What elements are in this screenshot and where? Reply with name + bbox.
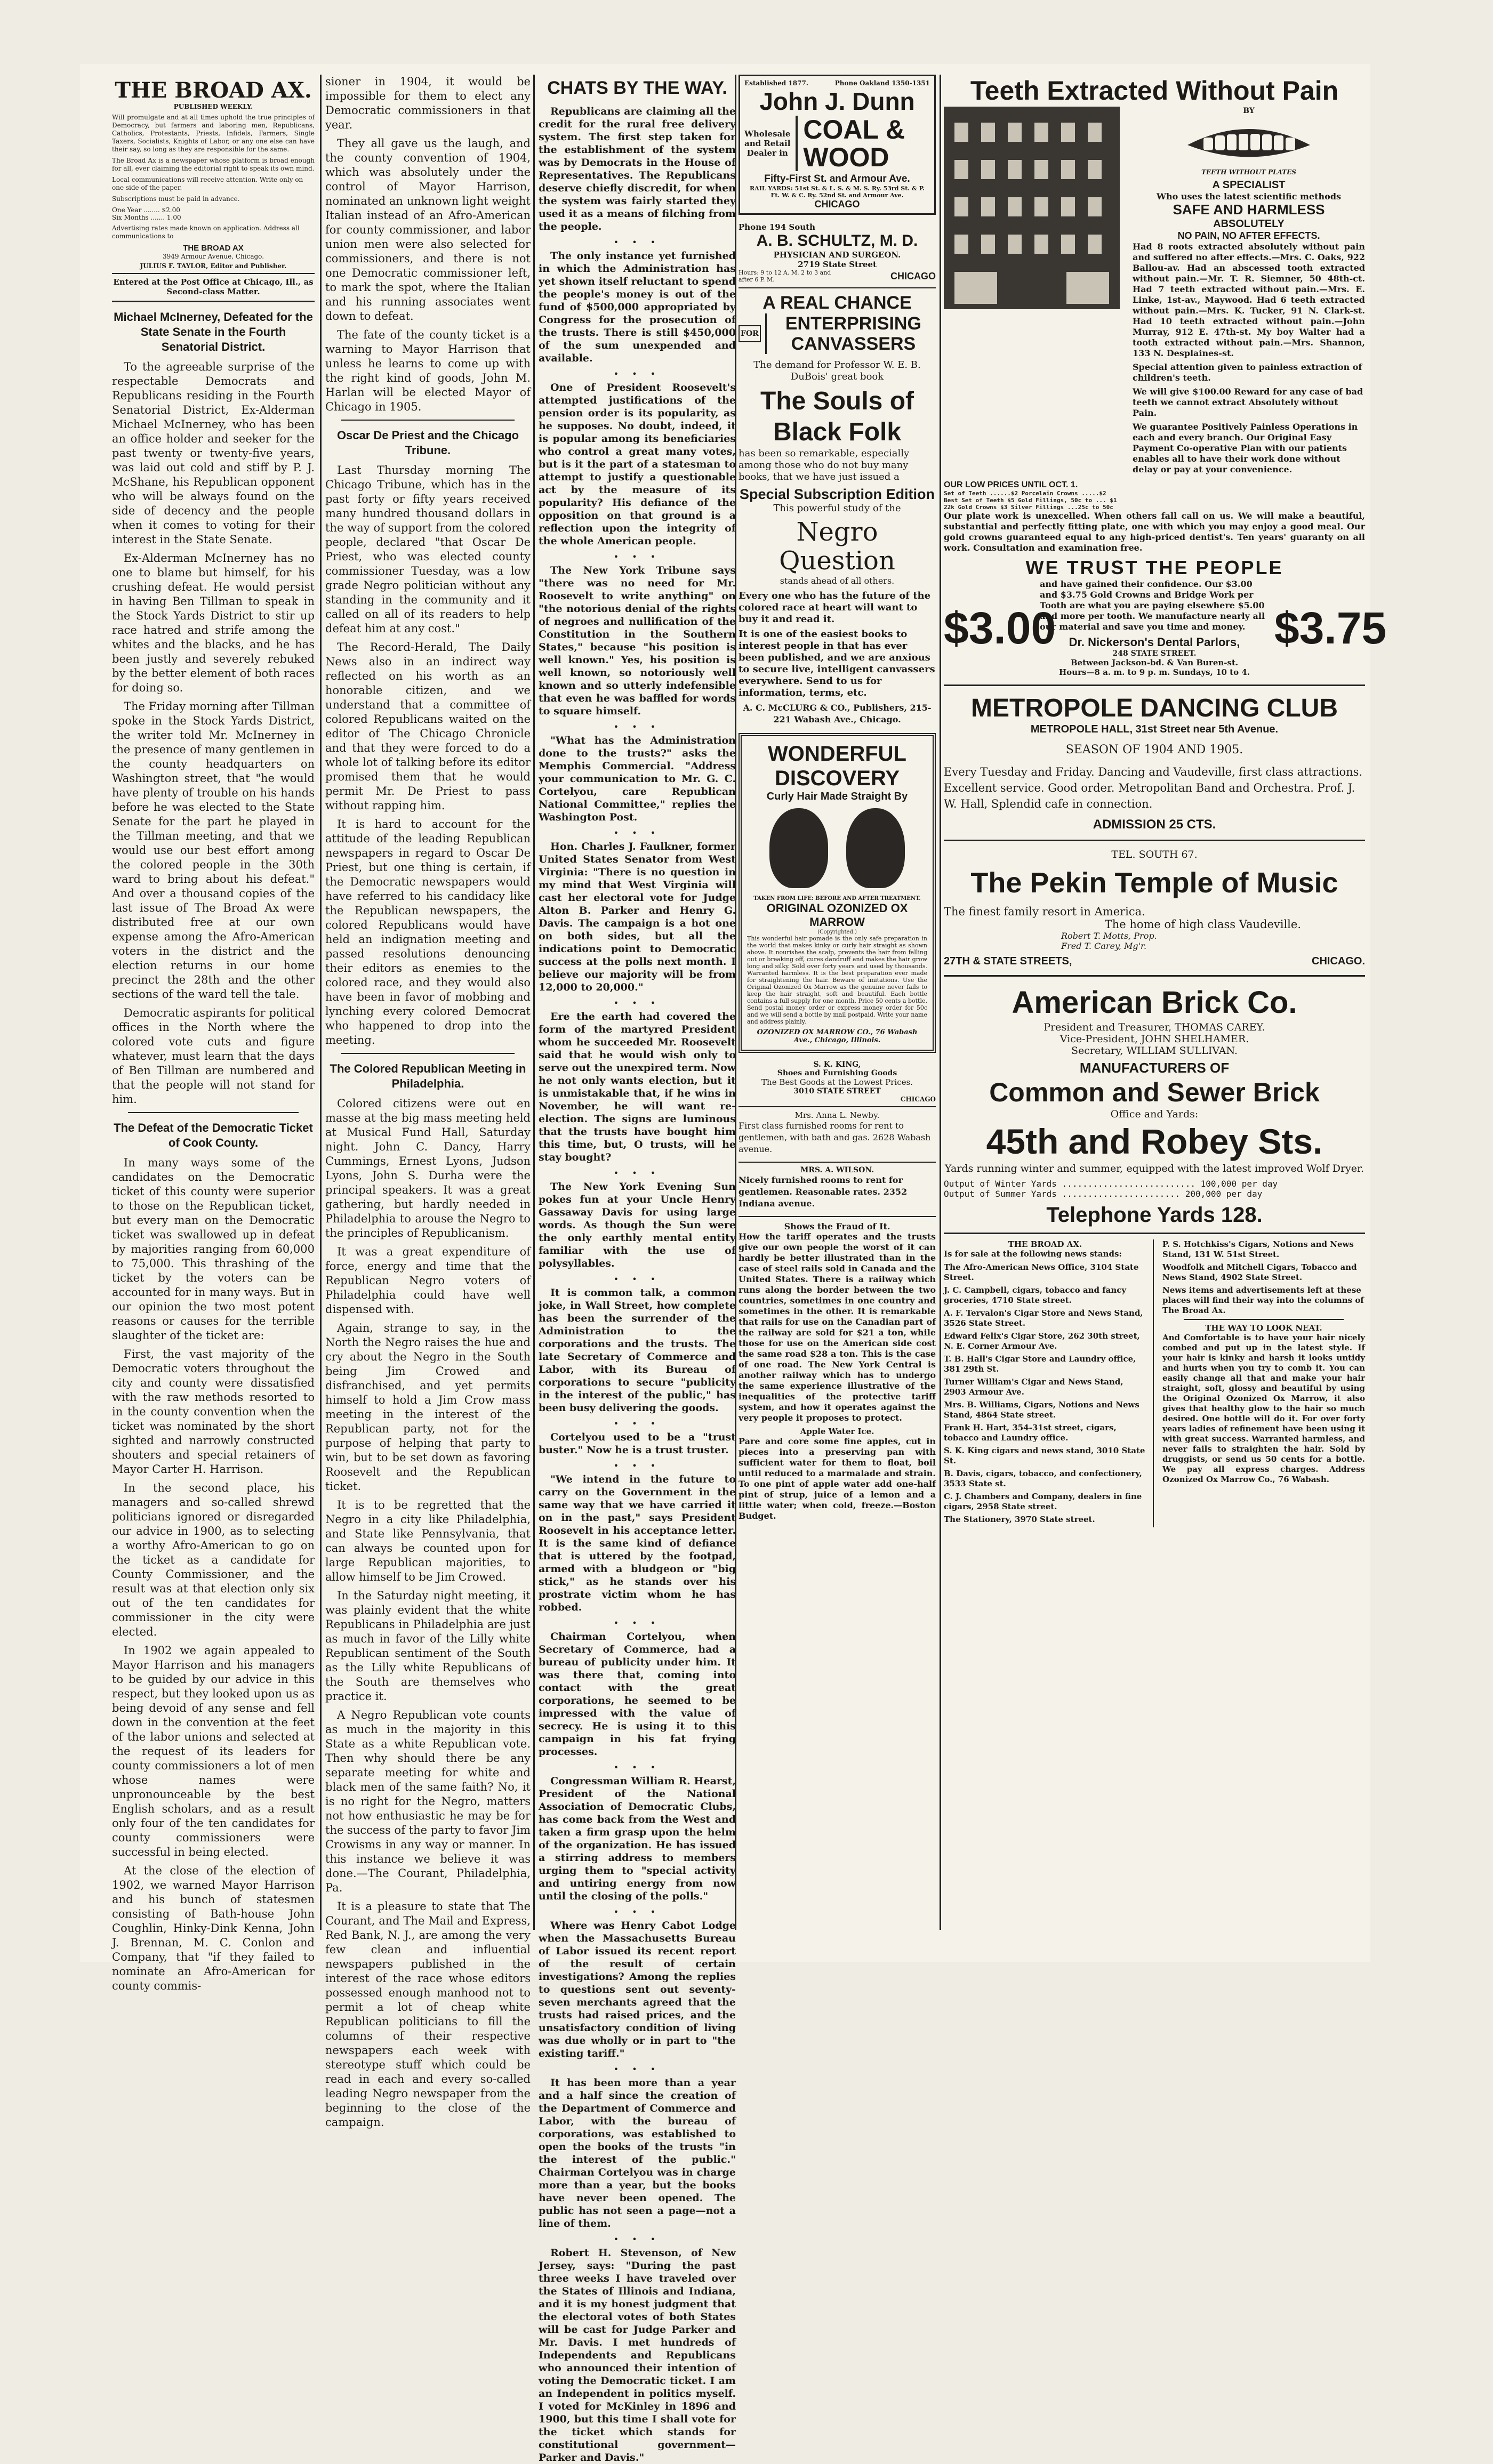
article-paragraph: Last Thursday morning The Chicago Tribune, which has in the past forty or fifty years received many hundred thousand dollars in the way of support from the colored people, declared "that Oscar De Priest, who was elected county commissioner Tuesday, was a low grade Negro politician without any standing in the community and it called on all of its readers to help defeat him at any cost." — [325, 464, 531, 635]
king-best: The Best Goods at the Lowest Prices. — [761, 1077, 913, 1087]
masthead-editor: JULIUS F. TAYLOR, Editor and Publisher. — [140, 262, 287, 270]
apple-text: Pare and core some fine apples, cut in pieces into a preserving pan with sufficient water for them to float, boil until reduced to a marmalade and strain. To one pint of apple water add one-half pint of strup, juice of a lemon and a little water; when cold, freeze.—Boston Budget. — [739, 1436, 936, 1521]
dental-building-illustration — [944, 107, 1125, 478]
sale-intro: Is for sale at the following news stands: — [944, 1249, 1122, 1259]
king-line: Shoes and Furnishing Goods — [777, 1069, 897, 1077]
article-paragraph: Again, strange to say, in the North the Negro raises the hue and cry about the Negro in the South being Jim Crowed and disfranchised, and yet permits himself to hold a Jim Crow mass meeting in the interest of the Republican party, not for the purpose of helping that party to win, but to be set down as favoring Roosevelt and the Republican ticket. — [325, 1322, 531, 1493]
masthead-notice: Will promulgate and at all times uphold the true principles of Democracy, but farmers and laboring men, Republicans, Catholics, Protestants, Priests, Infidels, Farmers, Single Taxers, Socialists, Knights of Labor, or any one else can have their say, so long as they are responsible for the same. — [112, 114, 315, 153]
look-neat-heading: THE WAY TO LOOK NEAT. — [1205, 1323, 1322, 1333]
dunn-phone: Phone Oakland 1350-1351 — [834, 79, 930, 87]
wonder-company: OZONIZED OX MARROW CO., 76 Wabash Ave., Chicago, Illinois. — [757, 1028, 918, 1044]
pekin-city: CHICAGO. — [1312, 955, 1365, 967]
price-row: Best Set of Teeth $5 Gold Fillings, 50c to ... $1 — [944, 497, 1117, 504]
news-stand-item: Frank H. Hart, 354-31st street, cigars, tobacco and Laundry office. — [944, 1423, 1117, 1443]
pekin-phone: TEL. SOUTH 67. — [1111, 849, 1198, 860]
right-listings — [1162, 1239, 1365, 1527]
before-portrait — [769, 808, 828, 888]
news-stand-item: B. Davis, cigars, tobacco, and confectionery, 3533 State st. — [944, 1469, 1142, 1488]
article-paragraph: In the second place, his managers and so-called shrewd politicians ignored or disregarded our advice in 1900, as to selecting a worthy Afro-American to go on the ticket as a candidate for County Commissioner, and the result was at that election only six out of the ten candidates for commissioner in the city were elected. — [112, 1481, 315, 1638]
nickerson-hours: Hours—8 a. m. to 9 p. m. Sundays, 10 to 4. — [1058, 667, 1250, 677]
chat-item: The New York Evening Sun pokes fun at your Uncle Henry Gassaway Davis for using large words. As though the Sun were the only earthly mental entity familiar with the use of polysyllables. — [539, 1181, 736, 1269]
souls-text: Every one who has the future of the colored race at heart will want to buy it and read it. — [739, 590, 931, 625]
article-paragraph: Democratic aspirants for political offices in the North where the colored vote cuts and figure whatever, must learn that the days of Ben Tillman are numbered and that the people will not stand for him. — [112, 1006, 315, 1106]
brick-vp: Vice-President, JOHN SHELHAMER. — [1059, 1033, 1249, 1045]
separator-dots: • • • — [613, 1168, 661, 1178]
pekin-resort: The finest family resort in America. — [944, 905, 1145, 918]
article-paragraph: It is a pleasure to state that The Courant, and The Mail and Express, Red Bank, N. J., are among the very few clean and influential newspapers published in the interest of the race whose editors possessed enough manhood not to permit a lot of cheap white Republican politicians to fill the columns of their respective newspapers each week with stereotype stuff which could be read in each and every so-called leading Negro newspaper from the beginning to the close of the campaign. — [325, 1900, 531, 2129]
separator-dots: • • • — [613, 1618, 661, 1628]
brick-location: 45th and Robey Sts. — [986, 1122, 1323, 1161]
king-city: CHICAGO — [900, 1096, 936, 1103]
sale-note: News items and advertisements left at these places will find their way into the columns of The Broad Ax. — [1162, 1285, 1364, 1315]
metropole-title: METROPOLE DANCING CLUB — [971, 694, 1338, 722]
prices-heading: OUR LOW PRICES UNTIL OCT. 1. — [944, 480, 1078, 489]
column-1 — [112, 75, 315, 1998]
masthead-entered: Entered at the Post Office at Chicago, Ill., as Second-class Matter. — [113, 277, 314, 296]
chat-item: It is common talk, a common joke, in Wall Street, how complete has been the surrender of the Administration to the corporations and the trusts. The late Secretary of Commerce and Labor, with its Bureau of corporations to secure "publicity in the interest of the public," has been busy delivering the goods. — [539, 1287, 736, 1414]
separator-dots: • • • — [613, 828, 661, 838]
chat-item: "What has the Administration done to the trusts?" asks the Memphis Commercial. "Address your communication to Mr. G. C. Cortelyou, care Republican National Committee," replies the Washington Post. — [539, 735, 736, 823]
newby-ad — [739, 1107, 936, 1163]
brick-telephone: Telephone Yards 128. — [1046, 1203, 1263, 1227]
news-stand-item: C. J. Chambers and Company, dealers in fine cigars, 2958 State street. — [944, 1492, 1142, 1511]
news-stand-item: The Afro-American News Office, 3104 State Street. — [944, 1262, 1139, 1282]
schultz-address: 2719 State Street — [798, 260, 877, 269]
dunn-name: John J. Dunn — [759, 87, 915, 115]
masthead-address-name: THE BROAD AX — [183, 244, 244, 253]
separator-dots: • • • — [613, 369, 661, 379]
column-3 — [539, 75, 736, 2463]
article-paragraph: The Friday morning after Tillman spoke in the Stock Yards District, the writer told Mr. McInerney in the presence of many gentlemen in the county headquarters on Washington street, that "he would have plenty of trouble on his hands before he was elected to the State Senate for the part he played in the Tillman meeting, and that we would use our best effort among the colored people in the 30th ward to bring about his defeat." And over a thousand copies of the last issue of The Broad Ax were distributed free at our own expense among the Afro-American voters in the district and the election returns in our home precinct the 28th and the other sections of the ward tell the tale. — [112, 700, 315, 1001]
chat-item: Chairman Cortelyou, when Secretary of Commerce, had a bureau of publicity under him. It was there that, coming into contact with the great corporations, he seemed to be impressed with the value of secrecy. He is using it to this campaign in his fat frying processes. — [539, 1631, 736, 1758]
price-row: 22k Gold Crowns $3 Silver Fillings ...25c to 50c — [944, 504, 1113, 511]
masthead-title: THE BROAD AX. — [115, 78, 312, 103]
dunn-yards: RAIL YARDS: 51st St. & L. S. & M. S. Ry. 53rd St. & P. Ft. W. & C. Ry. 52nd St. and Armour Ave. — [750, 185, 925, 199]
article-paragraph: In the Saturday night meeting, it was plainly evident that the white Republicans in Philadelphia are just as much in favor of the Lilly white Republican sentiment of the South as the Lilly white Republicans of the South are themselves who practice it. — [325, 1589, 531, 1703]
column-2 — [325, 75, 531, 2129]
article-paragraph: First, the vast majority of the Democratic voters throughout the city and county were dissatisfied with the raw methods resorted to in the county convention when the ticket was nominated by the short sighted and narrowly constructed shouters and special retainers of Mayor Carter H. Harrison. — [112, 1348, 315, 1476]
nickerson-address: 248 STATE STREET. — [1112, 649, 1197, 658]
chance-canvassers: ENTERPRISING CANVASSERS — [765, 313, 936, 354]
column-rule — [320, 75, 322, 1930]
article-paragraph: To the agreeable surprise of the respectable Democrats and Republicans residing in the Fourth Senatorial District, Ex-Alderman Michael McInerney, who has been an office holder and seeker for the past twenty or twenty-five years, was laid out cold and stiff by P. J. McShane, his Republican opponent who will be always found on the side of decency and the people when it comes to voting for their interest in the State Senate. — [112, 360, 315, 546]
price-375: $3.75 — [1274, 603, 1387, 653]
newby-text: First class furnished rooms for rent to gentlemen, with bath and gas. 2628 Wabash avenue. — [739, 1121, 931, 1154]
schultz-name: A. B. SCHULTZ, M. D. — [756, 232, 918, 249]
chance-heading: A REAL CHANCE — [762, 293, 912, 313]
nickerson-between: Between Jackson-bd. & Van Buren-st. — [1070, 658, 1239, 667]
teeth-methods: Who uses the latest scientific methods — [1156, 191, 1342, 202]
dunn-established: Established 1877. — [744, 79, 808, 87]
dunn-address: Fifty-First St. and Armour Ave. — [764, 173, 910, 184]
headline-de-priest: Oscar De Priest and the Chicago Tribune. — [336, 429, 519, 457]
chat-item: It has been more than a year and a half since the creation of the Department of Commerce and Labor, with the bureau of corporations, was established to open the books of the trusts "in the interest of the public." Chairman Cortelyou was in charge more than a year, but the books have never been opened. The public has not seen a page—not a line of them. — [539, 2077, 736, 2229]
column-4 — [739, 75, 936, 1930]
teeth-by: BY — [1243, 107, 1255, 115]
teeth-logo-text: TEETH WITHOUT PLATES — [1201, 168, 1296, 176]
rate-six-months: Six Months ....... 1.00 — [112, 214, 181, 221]
chat-item: Hon. Charles J. Faulkner, former United States Senator from West Virginia: "There is no question in my mind that West Virginia will cast her electoral vote for Judge Alton B. Parker and Henry G. Davis. The campaign is a hot one on both sides, but all the indications point to Democratic success at the polls next month. I believe our majority will be from 12,000 to 20,000." — [539, 841, 736, 993]
article-paragraph: A Negro Republican vote counts as much in the majority in this State as a white Republican vote. Then why should there be any separate meeting for white and black men of the same faith? No, it is no right for the Negro, matters not how enthusiastic he may be for the success of the party to favor Jim Crowisms in any way or manner. In this instance we believe it was done.—The Courant, Philadelphia, Pa. — [325, 1709, 531, 1894]
souls-text: stands ahead of all others. — [780, 576, 895, 586]
fraud-text: How the tariff operates and the trusts give our own people the worst of it can hardly be better illustrated than in the case of steel rails sold in Canada and the United States. There is a railway which runs along the border between the two countries, sometimes in one country and sometimes in the other. It is remarkable that rails for use on the Canadian part of the railway are sold for $21 a ton, while those for use on the American side cost the same road $28 a ton. This is the case of one road. The New York Central is another railway which has to undergo the same experience illustrative of the inequalities of the protective tariff system, and how it operates against the very people it proposes to protect. — [739, 1231, 936, 1423]
chat-item: Republicans are claiming all the credit for the rural free delivery system. The first step taken for the establishment of the system was by Democrats in the House of Representatives. The Republicans deserve chiefly discredit, for when the system was fairly started they used it as a means of filching from the people. — [539, 106, 736, 232]
souls-special: Special Subscription Edition — [739, 486, 935, 502]
ox-marrow-ad — [739, 733, 936, 1053]
separator-dots: • • • — [613, 1907, 661, 1917]
fraud-headline: Shows the Fraud of It. — [784, 1221, 890, 1231]
souls-publisher: A. C. McCLURG & CO., Publishers, 215-221 Wabash Ave., Chicago. — [743, 703, 932, 724]
sale-heading: THE BROAD AX. — [1008, 1239, 1082, 1249]
brick-ad — [944, 984, 1365, 1227]
wilson-text: Nicely furnished rooms to rent for gentlemen. Reasonable rates. 2352 Indiana avenue. — [739, 1175, 908, 1209]
brick-office: Office and Yards: — [1110, 1108, 1199, 1120]
wonder-subtitle: Curly Hair Made Straight By — [766, 791, 908, 802]
separator-dots: • • • — [613, 1419, 661, 1429]
article-paragraph: sioner in 1904, it would be impossible for them to elect any Democratic commissioners in that year. — [325, 75, 531, 131]
pekin-vaudeville: The home of high class Vaudeville. — [1104, 918, 1301, 931]
chance-for: FOR — [739, 325, 761, 342]
souls-title: The Souls of Black Folk — [760, 387, 914, 446]
wilson-ad — [739, 1163, 936, 1217]
metropole-hall: METROPOLE HALL, 31st Street near 5th Avenue. — [1030, 723, 1279, 735]
metropole-admission: ADMISSION 25 CTS. — [1093, 817, 1216, 832]
separator-dots: • • • — [613, 1461, 661, 1471]
chance-demand: The demand for Professor W. E. B. DuBois' great book — [753, 359, 921, 382]
news-stand-item: Mrs. B. Williams, Cigars, Notions and News Stand, 4864 State street. — [944, 1400, 1139, 1420]
masthead-advertising: Advertising rates made known on application. Address all communications to — [112, 224, 300, 240]
chat-item: "We intend in the future to carry on the Government in the same way that we have carried it on in the past," says President Roosevelt in his acceptance letter. It is the same kind of defiance that is uttered by the footpad, armed with a bludgeon or "big stick," as he stands over his prostrate victim whom he has robbed. — [539, 1473, 736, 1613]
article-paragraph: At the close of the election of 1902, we warned Mayor Harrison and his bunch of statesmen consisting of Bath-house John Coughlin, Hinky-Dink Kenna, John J. Brennan, M. C. Conlon and Company, that "if they failed to nominate an Afro-American for county commis- — [112, 1864, 315, 1992]
separator-dots: • • • — [613, 552, 661, 562]
headline-mcinerney: Michael McInerney, Defeated for the State Senate in the Fourth Senatorial District. — [114, 310, 313, 353]
nickerson-name: Dr. Nickerson's Dental Parlors, — [1069, 635, 1240, 649]
dunn-city: CHICAGO — [814, 199, 860, 210]
chat-item: The only instance yet furnished in which the Administration has yet shown itself reluctant to spend the people's money is out of the fund of $500,000 appropriated by Congress for the prosecution of the trusts. There is still $450,000 of the sum unexpended and available. — [539, 250, 736, 364]
dunn-coal: COAL & WOOD — [796, 116, 930, 171]
news-stand-item: The Stationery, 3970 State street. — [944, 1515, 1095, 1524]
masthead-notice-2: The Broad Ax is a newspaper whose platform is broad enough for all, ever claiming the editorial right to speak its own mind. — [112, 157, 315, 172]
souls-text: It is one of the easiest books to interest people in that has ever been published, and we are anxious to secure live, intelligent canvassers everywhere. Send to us for information, terms, etc. — [739, 629, 935, 698]
rate-one-year: One Year ........ $2.00 — [112, 206, 180, 214]
crown-price-block — [944, 579, 1387, 677]
metropole-ad — [944, 694, 1365, 832]
teeth-guarantee: We guarantee Positively Painless Operations in each and every branch. Our Original Easy Payment Co-operative Plan with our patients enables all to have their work done without delay or pay at your convenience. — [1133, 422, 1358, 474]
brick-summer-output: Output of Summer Yards ....................... 200,000 per day — [944, 1189, 1263, 1199]
news-stand-item: T. B. Hall's Cigar Store and Laundry office, 381 29th St. — [944, 1354, 1136, 1374]
teeth-safe: SAFE AND HARMLESS — [1173, 202, 1325, 218]
headline-defeat: The Defeat of the Democratic Ticket of Cook County. — [114, 1121, 313, 1149]
news-stands — [944, 1239, 1154, 1527]
metropole-text: Every Tuesday and Friday. Dancing and Vaudeville, first class attractions. Excellent service. Good order. Metropolitan Band and Orchestra. Prof. J. W. Hall, Splendid cafe in connection. — [944, 766, 1363, 810]
masthead-subtitle: PUBLISHED WEEKLY. — [173, 103, 253, 110]
separator-dots: • • • — [613, 722, 661, 732]
news-stand-item: S. K. King cigars and news stand, 3010 State St. — [944, 1446, 1145, 1465]
brick-running: Yards running winter and summer, equipped with the latest improved Wolf Dryer. — [944, 1163, 1364, 1174]
brick-title: American Brick Co. — [1012, 985, 1297, 1020]
chat-item: Congressman William R. Hearst, President of the National Association of Democratic Clubs, has come back from the West and taken a firm grasp upon the helm of the organization. He has issued a stirring address to members urging them to "special activity and untiring energy from now until the closing of the polls." — [539, 1775, 736, 1902]
teeth-title: Teeth Extracted Without Pain — [970, 76, 1339, 106]
separator-dots: • • • — [613, 1762, 661, 1773]
masthead-notice-3: Local communications will receive attention. Write only on one side of the paper. — [112, 176, 303, 191]
news-stand-list — [944, 1262, 1146, 1525]
wonder-body: This wonderful hair pomade is the only safe preparation in the world that makes kinky or curly hair straight as shown above. It nourishes the scalp, prevents the hair from falling out or breaking off, cures dandruff and makes the hair grow long and silky. Sold over forty years and used by thousands. Warranted harmless. It is the best preparation ever made for straightening the hair. Beware of imitations. Use the Original Ozonized Ox Marrow as the genuine never fails to keep the hair straight, soft and beautiful. Each bottle contains a full supply for one month. Price 50 cents a bottle. Send postal money order or express money order for 50c and we will send a bottle by mail postpaid. Write your name and address plainly. — [747, 935, 927, 1025]
souls-negro-question: Negro Question — [779, 517, 895, 576]
wonder-original: ORIGINAL OZONIZED OX MARROW — [766, 901, 908, 929]
column-5 — [944, 75, 1387, 1930]
brick-product: Common and Sewer Brick — [989, 1077, 1320, 1107]
chat-item: The New York Tribune says "there was no need for Mr. Roosevelt to write anything" on "the notorious denial of the rights of negroes and nullification of the Constitution in the Southern States," because "his position is well known." Yes, his position is well known, so notoriously well known and so utterly indefensible that even he was baffled for words to square himself. — [539, 565, 736, 717]
king-ad — [739, 1060, 936, 1107]
schultz-hours: Hours: 9 to 12 A. M. 2 to 3 and after 6 P. M. — [739, 269, 831, 283]
dentures-icon — [1182, 118, 1315, 166]
article-paragraph: They all gave us the laugh, and the county convention of 1904, which was absolutely under the control of Mayor Harrison, nominated an unknown light weight Italian instead of an Afro-American for county commissioner, and labor union men were also selected for commissioners, and there is not one Democratic commissioner left, to mark the spot, where the Italian and his running associates went down to defeat. — [325, 137, 531, 323]
wonder-taken: TAKEN FROM LIFE: BEFORE AND AFTER TREATMENT. — [753, 896, 921, 901]
teeth-copy — [1133, 107, 1365, 478]
king-name: S. K. KING, — [813, 1060, 861, 1069]
souls-text: has been so remarkable, especially among those who do not buy many books, that we have just issued a — [739, 448, 910, 482]
bottom-listings — [944, 1239, 1365, 1527]
separator-dots: • • • — [613, 237, 661, 247]
chat-item: Where was Henry Cabot Lodge when the Massachusetts Bureau of Labor issued its recent report of the result of certain investigations? Among the replies to questions sent out seventy-seven merchants agreed that the trusts had raised prices, and the unsatisfactory condition of living was due wholly or in part to "the existing tariff." — [539, 1920, 736, 2059]
news-stand-list-2 — [1162, 1239, 1365, 1283]
article-paragraph: The Record-Herald, The Daily News also in an indirect way reflected on his worth as an honorable citizen, and we understand that a committee of colored Republicans waited on the editor of The Chicago Chronicle and that they were forced to do a whole lot of talking before its editor promised them that he would permit Mr. De Priest to pass without rapping him. — [325, 641, 531, 812]
apple-headline: Apple Water Ice. — [800, 1427, 874, 1436]
headline-chats: CHATS BY THE WAY. — [547, 78, 727, 98]
news-stand-item: Woodfolk and Mitchell Cigars, Tobacco and News Stand, 4902 State Street. — [1162, 1262, 1357, 1282]
price-300: $3.00 — [944, 603, 1056, 653]
after-portrait — [846, 808, 905, 888]
look-neat-text: And Comfortable is to have your hair nicely combed and put up in the latest style. If your hair is kinky and harsh it looks untidy and hurts when you try to comb it. You can easily change all that and make your hair straight, soft, glossy and beautiful by using the Original Ozonized Ox Marrow, it also gives that healthy glow to the hair so much desired. One bottle will do it. For over forty years ladies of refinement have been using it with great success. Warranted harmless, and never fails to straighten the hair. Sold by druggists, or send us 50 cents for a bottle. We pay all express charges. Address Ozonized Ox Marrow Co., 76 Wabash. — [1162, 1333, 1365, 1484]
king-address: 3010 STATE STREET — [793, 1087, 881, 1096]
article-paragraph: The fate of the county ticket is a warning to Mayor Harrison that unless he learns to come up with the right kind of goods, John M. Harlan will be elected Mayor of Chicago in 1905. — [325, 328, 531, 413]
building-icon — [944, 107, 1120, 309]
article-paragraph: It was a great expenditure of force, energy and time that the Republican Negro voters of Philadelphia could have well dispensed with. — [325, 1245, 531, 1316]
teeth-children: Special attention given to painless extraction of children's teeth. — [1133, 362, 1362, 383]
masthead-subscriptions: Subscriptions must be paid in advance. — [112, 195, 240, 203]
trust-text: and have gained their confidence. Our $3.00 and $3.75 Gold Crowns and Bridge Work per Tooth are what you are paying elsewhere $5.00 and more per tooth. We manufacture nearly all our material and save you time and money. — [1040, 579, 1265, 632]
schultz-title: PHYSICIAN AND SURGEON. — [773, 250, 901, 260]
separator-dots: • • • — [613, 998, 661, 1008]
dentures-logo — [1133, 118, 1365, 176]
news-stand-item: A. F. Tervalon's Cigar Store and News Stand, 3526 State Street. — [944, 1308, 1143, 1328]
pekin-ad — [944, 849, 1365, 968]
news-stand-item: Edward Felix's Cigar Store, 262 30th street, N. E. Corner Armour Ave. — [944, 1331, 1140, 1351]
price-list — [944, 480, 1125, 511]
brick-manufacturers: MANUFACTURERS OF — [1079, 1060, 1230, 1076]
column-rule — [940, 75, 941, 1930]
brick-president: President and Treasurer, THOMAS CAREY. — [1044, 1021, 1265, 1033]
article-paragraph: It is hard to account for the attitude of the leading Republican newspapers in regard to Oscar De Priest, but one thing is certain, if the Democratic newspapers would have referred to his candidacy like the Republican newspapers, the colored Republicans would have held an indignation meeting and passed resolutions denouncing their editors as enemies to the colored race, and they would also have been in favor of mobbing and lynching every colored Democrat who happened to drop into the meeting. — [325, 818, 531, 1046]
article-paragraph: In 1902 we again appealed to Mayor Harrison and his managers to be guided by our advice in this respect, but they looked upon us as being devoid of any sense and fell down in the convention at the feet of the labor unions and selected at the request of its leaders for county commissioners a lot of men whose names were unpronounceable by the best English scholars, and as a result only four of the ten candidates for county commissioners were successful in being elected. — [112, 1644, 315, 1858]
article-paragraph: In many ways some of the candidates on the Democratic ticket of this county were superior to those on the Republican ticket, but every man on the Democratic ticket was swallowed up in defeat by majorities ranging from 60,000 to 75,000. This thrashing of the ticket by the voters can be accounted for in many ways. But in our opinion the two most potent reasons or causes for the terrible slaughter of the ticket are: — [112, 1156, 315, 1342]
article-paragraph: Colored citizens were out en masse at the big mass meeting held at Musical Fund Hall, Saturday night. John C. Dancy, Harry Cummings, Ernest Lyons, Judson Lyons, John S. Durha were the principal speakers. It was a great gathering, but hardly needed in Philadelphia to arouse the Negro to the principles of Republicanism. — [325, 1097, 531, 1239]
teeth-reward: We will give $100.00 Reward for any case of bad teeth we cannot extract Absolutely without Pain. — [1133, 386, 1363, 418]
brick-winter-output: Output of Winter Yards .......................... 100,000 per day — [944, 1179, 1278, 1189]
wilson-name: MRS. A. WILSON. — [800, 1166, 874, 1174]
schultz-ad — [739, 222, 936, 288]
teeth-plate-text: Our plate work is unexcelled. When others fall call on us. We will make a beautiful, substantial and perfectly fitting plate, one with which you may enjoy a good meal. Our gold crowns guaranteed equal to any high-priced dentist's. Ten years' guaranty on all work. Consultation and examination free. — [944, 511, 1365, 553]
teeth-absolutely: ABSOLUTELY — [1213, 218, 1285, 230]
schultz-phone: Phone 194 South — [739, 222, 815, 232]
headline-philadelphia: The Colored Republican Meeting in Philadelphia. — [330, 1062, 526, 1090]
wonder-title: WONDERFUL DISCOVERY — [768, 742, 906, 790]
schultz-city: CHICAGO — [890, 270, 936, 281]
article-paragraph: Ex-Alderman McInerney has no one to blame but himself, for his crushing defeat. He would persist in having Ben Tillman to speak in the Stock Yards District to stir up race hatred and strife among the whites and the blacks, and he has been justly and severely rebuked by the better element of both races for doing so. — [112, 552, 315, 694]
chat-item: Robert H. Stevenson, of New Jersey, says: "During the past three weeks I have traveled over the States of Illinois and Indiana, and it is my honest judgment that the electoral votes of both States will be cast for Judge Parker and Mr. Davis. I met hundreds of Independents and Republicans who announced their intention of voting the Democratic ticket. I am an Independent in politics myself. I voted for McKinley in 1896 and 1900, but this time I shall vote for the ticket which stands for constitutional government—Parker and Davis." — [539, 2247, 736, 2463]
before-after-portraits — [747, 808, 927, 890]
metropole-season: SEASON OF 1904 AND 1905. — [1065, 743, 1243, 756]
souls-ad — [739, 293, 936, 726]
column-rule — [533, 75, 535, 1930]
trust-heading: WE TRUST THE PEOPLE — [1025, 557, 1283, 578]
pekin-manager: Fred T. Carey, Mg'r. — [1061, 941, 1147, 951]
news-stand-item: P. S. Hotchkiss's Cigars, Notions and News Stand, 131 W. 51st Street. — [1162, 1239, 1354, 1259]
masthead-address-line: 3949 Armour Avenue, Chicago. — [162, 253, 264, 260]
brick-secretary: Secretary, WILLIAM SULLIVAN. — [1071, 1045, 1238, 1057]
separator-dots: • • • — [613, 1274, 661, 1284]
teeth-no-pain: NO PAIN, NO AFTER EFFECTS. — [1177, 230, 1320, 241]
price-row: Set of Teeth ......$2 Porcelain Crowns .....$2 — [944, 490, 1106, 497]
pekin-proprietor: Robert T. Motts, Prop. — [1061, 931, 1157, 941]
article-paragraph: It is to be regretted that the Negro in a city like Philadelphia, and State like Pennsylvania, that can always be counted upon for large Republican majorities, to allow himself to be Jim Crowed. — [325, 1499, 531, 1583]
chat-item: Cortelyou used to be a "trust buster." Now he is a trust truster. — [539, 1431, 736, 1456]
news-stand-item: Turner William's Cigar and News Stand, 2903 Armour Ave. — [944, 1377, 1123, 1397]
news-stand-item: J. C. Campbell, cigars, tobacco and fancy groceries, 4710 State street. — [944, 1285, 1127, 1305]
chat-item: Ere the earth had covered the form of the martyred President whom he succeeded Mr. Roosevelt said that he would wish only to serve out the unexpired term. Now he not only wants election, but it is unmistakable that, if he wins in November, he will want re-election. The signs are luminous that the trusts have bought him this time, but, O trusts, will he stay bought? — [539, 1011, 736, 1163]
souls-text: This powerful study of the — [773, 503, 901, 514]
teeth-testimonials: Had 8 roots extracted absolutely without pain and suffered no after effects.—Mrs. C. Oaks, 922 Ballou-av. Had an abscessed tooth extracted without pain.—Mr. T. R. Siemner, 50 48th-ct. Had 7 teeth extracted without pain.—Mrs. E. Linke, 1st-av., Maywood. Had 6 teeth extracted without pain.—Mrs. K. Tucker, 91 N. Clark-st. Had 10 teeth extracted without pain.—John Murray, 912 E. 47th-st. My boy Walter had a tooth extracted without pain.—Mrs. Shannon, 133 N. Desplaines-st. — [1133, 241, 1365, 358]
wonder-copyright: (Copyrighted.) — [817, 929, 857, 935]
dunn-coal-ad — [739, 75, 936, 215]
pekin-address: 27TH & STATE STREETS, — [944, 955, 1072, 967]
chat-item: One of President Roosevelt's attempted justifications of the pension order is its popularity, as he supposes. No doubt, indeed, it is popular among its beneficiaries who control a great many votes, but is it the part of a statesman to attempt to justify a questionable act by the measure of its popularity? His defiance of the opposition on that ground is a reflection upon the integrity of the whole American people. — [539, 382, 736, 547]
separator-dots: • • • — [613, 2234, 661, 2244]
teeth-specialist: A SPECIALIST — [1212, 179, 1286, 191]
newby-name: Mrs. Anna L. Newby. — [794, 1110, 880, 1120]
dunn-wholesale: Wholesale and Retail Dealer in — [744, 129, 791, 158]
separator-dots: • • • — [613, 2064, 661, 2074]
pekin-title: The Pekin Temple of Music — [970, 867, 1338, 899]
